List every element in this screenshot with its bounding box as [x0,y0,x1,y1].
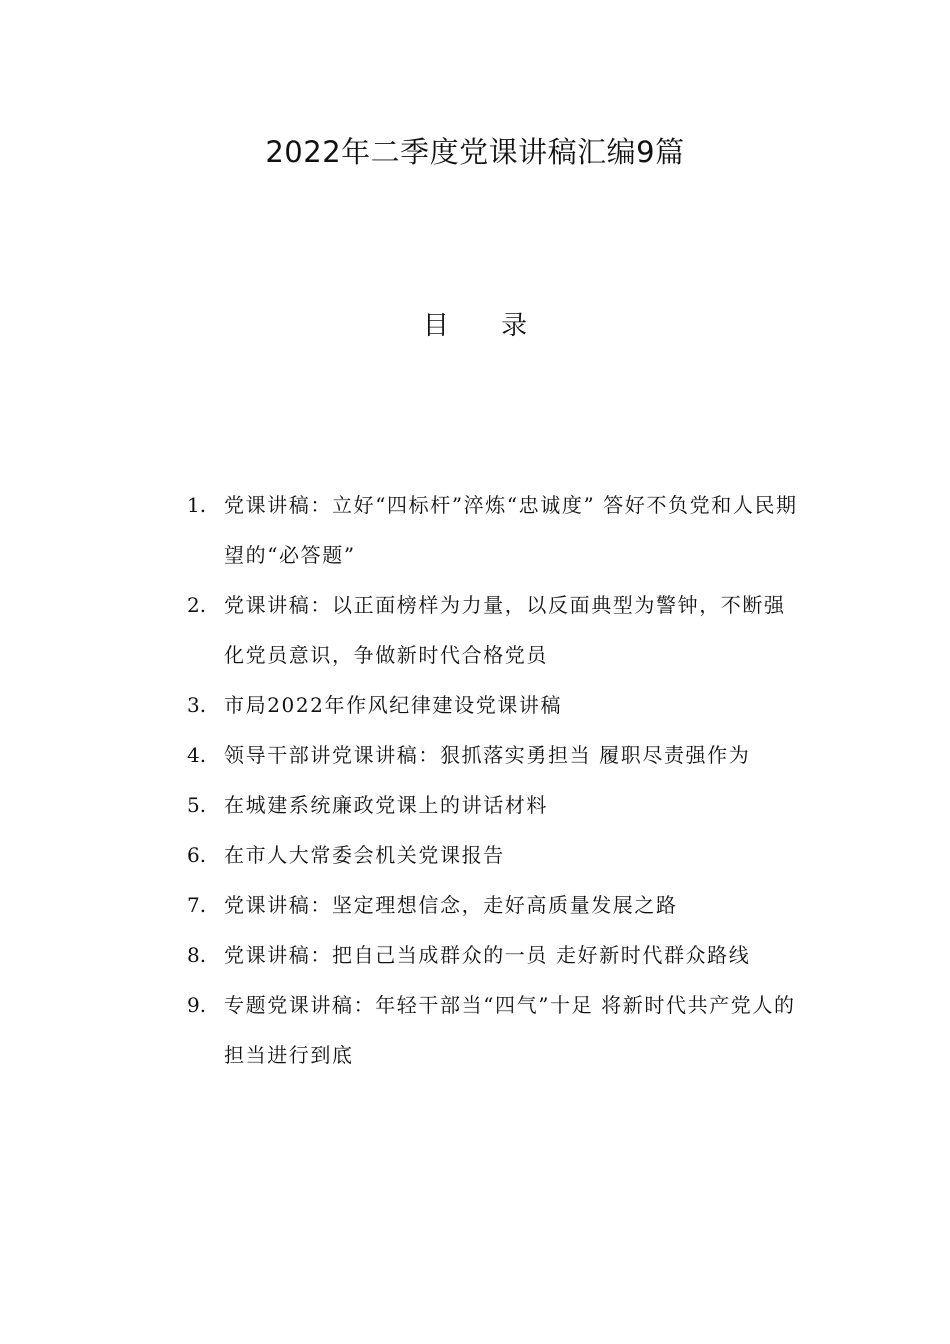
toc-item-6 [187,830,807,880]
toc-item-number: 6. [187,843,207,867]
toc-item-8 [187,930,807,980]
toc-item-4 [187,730,807,780]
toc-item-7 [187,880,807,930]
toc-item-9 [187,980,807,1080]
document-title: 2022年二季度党课讲稿汇编9篇 [265,135,685,169]
toc-item-3 [187,680,807,730]
toc-item-number: 8. [187,943,207,967]
toc-item-title: 在城建系统廉政党课上的讲话材料 [224,793,548,817]
toc-item-title: 党课讲稿：以正面榜样为力量，以反面典型为警钟，不断强化党员意识，争做新时代合格党员 [224,593,786,667]
toc-item-title: 专题党课讲稿：年轻干部当“四气”十足 将新时代共产党人的担当进行到底 [224,993,796,1067]
toc-item-title: 在市人大常委会机关党课报告 [224,843,505,867]
toc-item-number: 1. [187,493,207,517]
toc-item-number: 5. [187,793,207,817]
toc-item-5 [187,780,807,830]
toc-heading: 目 录 [422,311,550,341]
toc-item-title: 党课讲稿：坚定理想信念，走好高质量发展之路 [224,893,678,917]
toc-item-number: 4. [187,743,207,767]
toc-item-title: 领导干部讲党课讲稿：狠抓落实勇担当 履职尽责强作为 [224,743,751,767]
table-of-contents [187,480,807,1080]
toc-item-1 [187,480,807,580]
toc-item-title: 党课讲稿：把自己当成群众的一员 走好新时代群众路线 [224,943,751,967]
toc-item-number: 7. [187,893,207,917]
toc-item-number: 3. [187,693,207,717]
toc-item-number: 9. [187,993,207,1017]
toc-item-number: 2. [187,593,207,617]
toc-item-title: 市局2022年作风纪律建设党课讲稿 [224,693,563,717]
toc-item-2 [187,580,807,680]
toc-item-title: 党课讲稿：立好“四标杆”淬炼“忠诚度” 答好不负党和人民期望的“必答题” [224,493,798,567]
